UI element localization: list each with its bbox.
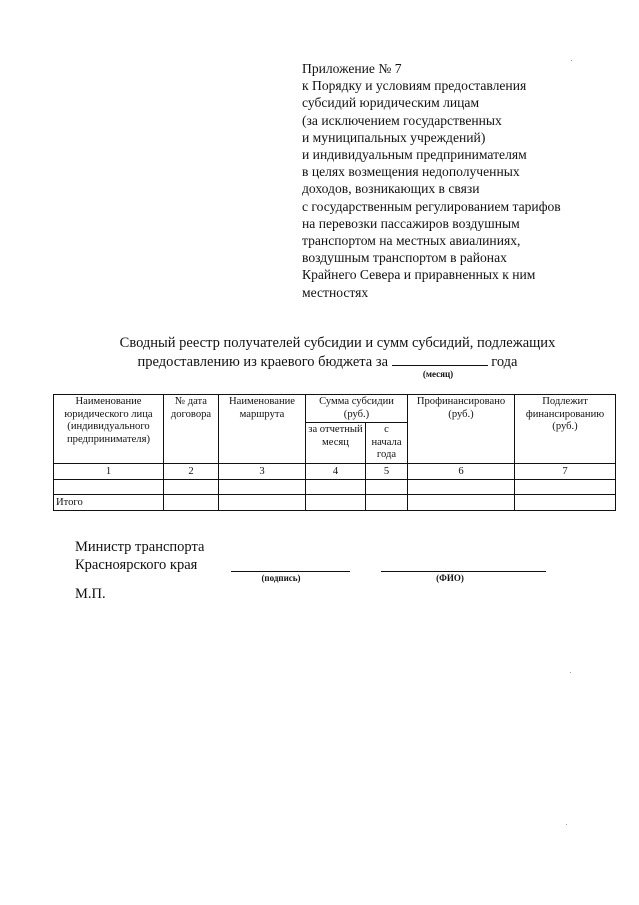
table-cell[interactable] xyxy=(54,479,164,494)
table-cell[interactable] xyxy=(515,494,616,510)
title-suffix: года xyxy=(491,354,518,370)
position-line: Министр транспорта xyxy=(75,539,205,555)
header-prefinanced: Профинансировано (руб.) xyxy=(408,395,515,464)
appendix-line: Приложение № 7 xyxy=(302,61,402,76)
header-name: Наименование юридического лица (индивидуального предпринимателя) xyxy=(54,395,164,464)
signature-caption: (подпись) xyxy=(261,573,301,583)
appendix-line: Крайнего Севера и приравненных к ним xyxy=(302,267,536,283)
title-prefix: предоставлению из краевого бюджета за xyxy=(137,354,389,370)
appendix-line: воздушным транспортом в районах xyxy=(302,250,507,266)
header-route: Наименование маршрута xyxy=(219,395,306,464)
appendix-line: (за исключением государственных xyxy=(302,112,502,128)
table-cell[interactable] xyxy=(408,479,515,494)
table-cell[interactable] xyxy=(306,494,366,510)
appendix-line: транспортом на местных авиалиниях, xyxy=(302,233,521,249)
table-cell[interactable] xyxy=(219,494,306,510)
total-label: Итого xyxy=(54,494,164,510)
stamp-placeholder: М.П. xyxy=(75,586,106,602)
column-number: 7 xyxy=(515,463,616,479)
header-subsidy-sum: Сумма субсидии (руб.) xyxy=(306,395,408,423)
header-year-start: с начала года xyxy=(366,423,408,464)
appendix-line: к Порядку и условиям предоставления xyxy=(302,78,527,94)
table-cell[interactable] xyxy=(164,494,219,510)
header-to-finance: Подлежит финансированию (руб.) xyxy=(515,395,616,464)
table-cell[interactable] xyxy=(366,494,408,510)
appendix-header xyxy=(302,60,632,301)
appendix-line: с государственным регулированием тарифов xyxy=(302,198,561,214)
document-title-line2 xyxy=(8,352,639,371)
column-number: 2 xyxy=(164,463,219,479)
month-caption: (месяц) xyxy=(422,369,454,379)
scan-speck xyxy=(566,824,567,825)
table-row xyxy=(54,479,616,494)
signature-line[interactable] xyxy=(231,571,350,572)
table-header-row xyxy=(54,395,616,423)
column-number: 5 xyxy=(366,463,408,479)
table-cell[interactable] xyxy=(515,479,616,494)
table-cell[interactable] xyxy=(366,479,408,494)
column-number: 3 xyxy=(219,463,306,479)
column-number-row xyxy=(54,463,616,479)
position-line: Красноярского края xyxy=(75,557,198,573)
document-title-line1: Сводный реестр получателей субсидии и сумм субсидий, подлежащих xyxy=(119,335,556,351)
appendix-line: в целях возмещения недополученных xyxy=(302,164,520,180)
appendix-line: доходов, возникающих в связи xyxy=(302,181,480,197)
column-number: 4 xyxy=(306,463,366,479)
table-cell[interactable] xyxy=(408,494,515,510)
register-table xyxy=(53,394,616,511)
table-cell[interactable] xyxy=(219,479,306,494)
total-row xyxy=(54,494,616,510)
scan-speck xyxy=(570,672,571,673)
name-line[interactable] xyxy=(381,571,546,572)
signatory-position xyxy=(75,538,204,574)
header-reporting-month: за отчетный месяц xyxy=(306,423,366,464)
name-caption: (ФИО) xyxy=(436,573,464,583)
month-blank-field[interactable] xyxy=(392,352,488,366)
scan-speck xyxy=(571,60,572,61)
column-number: 6 xyxy=(408,463,515,479)
appendix-line: и индивидуальным предпринимателям xyxy=(302,147,527,163)
appendix-line: на перевозки пассажиров воздушным xyxy=(302,215,520,231)
appendix-line: местностях xyxy=(302,284,369,300)
header-contract: № дата договора xyxy=(164,395,219,464)
table-cell[interactable] xyxy=(306,479,366,494)
appendix-line: и муниципальных учреждений) xyxy=(302,129,486,145)
table-cell[interactable] xyxy=(164,479,219,494)
appendix-line: субсидий юридическим лицам xyxy=(302,95,480,111)
column-number: 1 xyxy=(54,463,164,479)
